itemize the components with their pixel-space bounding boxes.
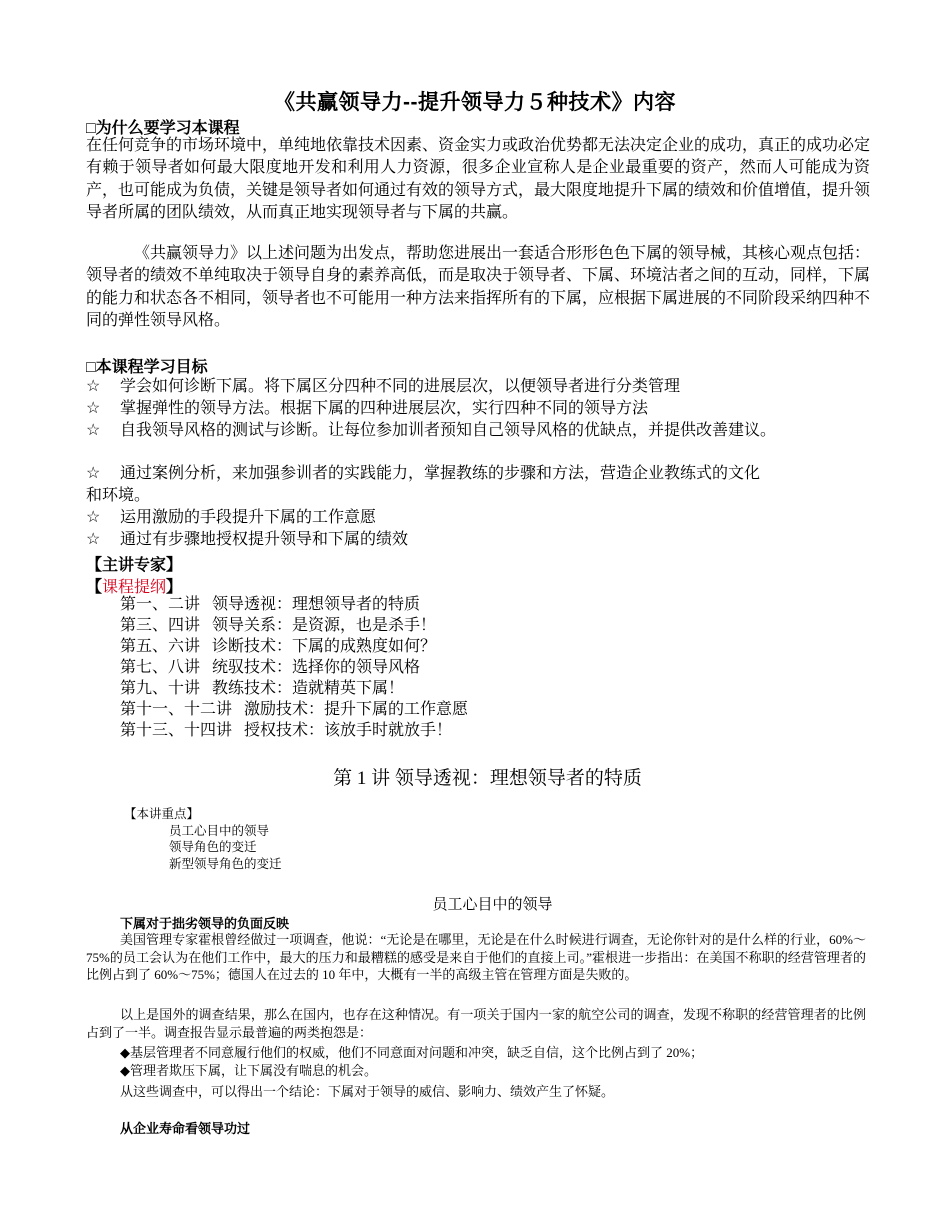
document-title: 《共赢领导力--提升领导力５种技术》内容: [274, 91, 676, 114]
goal-text: 通过有步骤地授权提升领导和下属的绩效: [120, 531, 409, 548]
bracket-close: 】: [166, 579, 183, 596]
goal-item: [86, 376, 886, 398]
body-paragraph: 美国管理专家霍根曾经做过一项调查，他说：“无论是在哪里，无论是在什么时候进行调查，无论你针对的是什么样的行业，60%～75%的员工会认为在他们工作中，最大的压力和最糟糕的感受是来自于他们的直接上司。”霍根进一步指出：在美国不称职的经营管理者的比例占到了 60%～75%；德国人在过去的 10 年中，大概有一半的高级主管在管理方面是失败的。: [86, 932, 866, 982]
goal-text: 自我领导风格的测试与诊断。让每位参加训者预知自己领导风格的优缺点，并提供改善建议。: [120, 422, 777, 439]
bracket-open: 【: [86, 579, 103, 596]
outline-item: 第十三、十四讲 授权技术：该放手时就放手！: [120, 722, 453, 739]
goal-text: 运用激励的手段提升下属的工作意愿: [120, 509, 377, 526]
bullet-item: ◆管理者欺压下属，让下属没有喘息的机会。: [120, 1063, 377, 1078]
key-points: [124, 806, 282, 872]
goal-item-continuation: 和环境。: [86, 487, 151, 504]
star-icon: ☆: [86, 422, 101, 439]
key-point-item: 新型领导角色的变迁: [169, 856, 282, 871]
outline-item: 第九、十讲 教练技术：造就精英下属！: [120, 680, 405, 697]
section-why-paragraph-2: 《共赢领导力》以上述问题为出发点，帮助您进展出一套适合形形色色下属的领导械，其核心观点包括：领导者的绩效不单纯取决于领导自身的素养高低，而是取决于领导者、下属、环境沽者之间的互动，同样，下属的能力和状态各不相同，领导者也不可能用一种方法来指挥所有的下属，应根据下属进展的不同阶段采纳四种不同的弹性领导风格。: [86, 245, 871, 329]
star-icon: ☆: [86, 465, 101, 482]
conclusion-text: 从这些调查中，可以得出一个结论：下属对于领导的威信、影响力、绩效产生了怀疑。: [120, 1084, 615, 1099]
goal-item: [86, 398, 886, 420]
key-points-heading: 【本讲重点】: [124, 807, 200, 821]
bold-subheading: 下属对于拙劣领导的负面反映: [120, 916, 290, 931]
goal-item: [86, 463, 886, 485]
goal-text: 掌握弹性的领导方法。根据下属的四种进展层次，实行四种不同的领导方法: [120, 400, 649, 417]
goal-item: [86, 507, 886, 529]
key-point-item: 员工心目中的领导: [169, 823, 270, 838]
outline-item: 第七、八讲 统驭技术：选择你的领导风格: [120, 659, 421, 676]
outline-item: 第一、二讲 领导透视：理想领导者的特质: [120, 596, 421, 613]
section-why-heading: □为什么要学习本课程: [86, 120, 240, 137]
star-icon: ☆: [86, 378, 101, 395]
star-icon: ☆: [86, 531, 101, 548]
goal-text: 通过案例分析，来加强参训者的实践能力，掌握教练的步骤和方法，营造企业教练式的文化: [120, 465, 761, 482]
outline-list: [120, 594, 468, 741]
outline-item: 第五、六讲 诊断技术：下属的成熟度如何？: [120, 638, 437, 655]
lecture-title: 第 1 讲 领导透视：理想领导者的特质: [333, 768, 642, 789]
goal-item: [86, 420, 886, 442]
section-goals-heading: □本课程学习目标: [86, 359, 208, 376]
section-subheading: 员工心目中的领导: [432, 897, 553, 913]
goal-item: [86, 529, 886, 551]
goal-text: 学会如何诊断下属。将下属区分四种不同的进展层次，以便领导者进行分类管理: [120, 378, 681, 395]
key-point-item: 领导角色的变迁: [169, 840, 257, 854]
bullet-item: ◆基层管理者不同意履行他们的权威，他们不同意面对问题和冲突，缺乏自信，这个比例占到了 20%；: [120, 1045, 704, 1060]
outline-item: 第十一、十二讲 激励技术：提升下属的工作意愿: [120, 701, 469, 718]
section-why-paragraph-1: 在任何竞争的市场环境中，单纯地依靠技术因素、资金实力或政治优势都无法决定企业的成功，真正的成功必定有赖于领导者如何最大限度地开发和利用人力资源，很多企业宣称人是企业最重要的资产，然而人可能成为资产，也可能成为负债，关键是领导者如何通过有效的领导方式，最大限度地提升下属的绩效和价值增值，提升领导者所属的团队绩效，从而真正地实现领导者与下属的共赢。: [86, 137, 871, 221]
outline-label: 课程提纲: [102, 579, 167, 596]
bold-subheading: 从企业寿命看领导功过: [120, 1121, 251, 1136]
body-paragraph: 以上是国外的调查结果，那么在国内，也存在这种情况。有一项关于国内一家的航空公司的调查，发现不称职的经营管理者的比例占到了一半。调查报告显示最普遍的两类抱怨是：: [86, 1007, 866, 1040]
expert-heading: 【主讲专家】: [86, 557, 183, 574]
star-icon: ☆: [86, 509, 101, 526]
outline-item: 第三、四讲 领导关系：是资源，也是杀手！: [120, 617, 437, 634]
star-icon: ☆: [86, 400, 101, 417]
